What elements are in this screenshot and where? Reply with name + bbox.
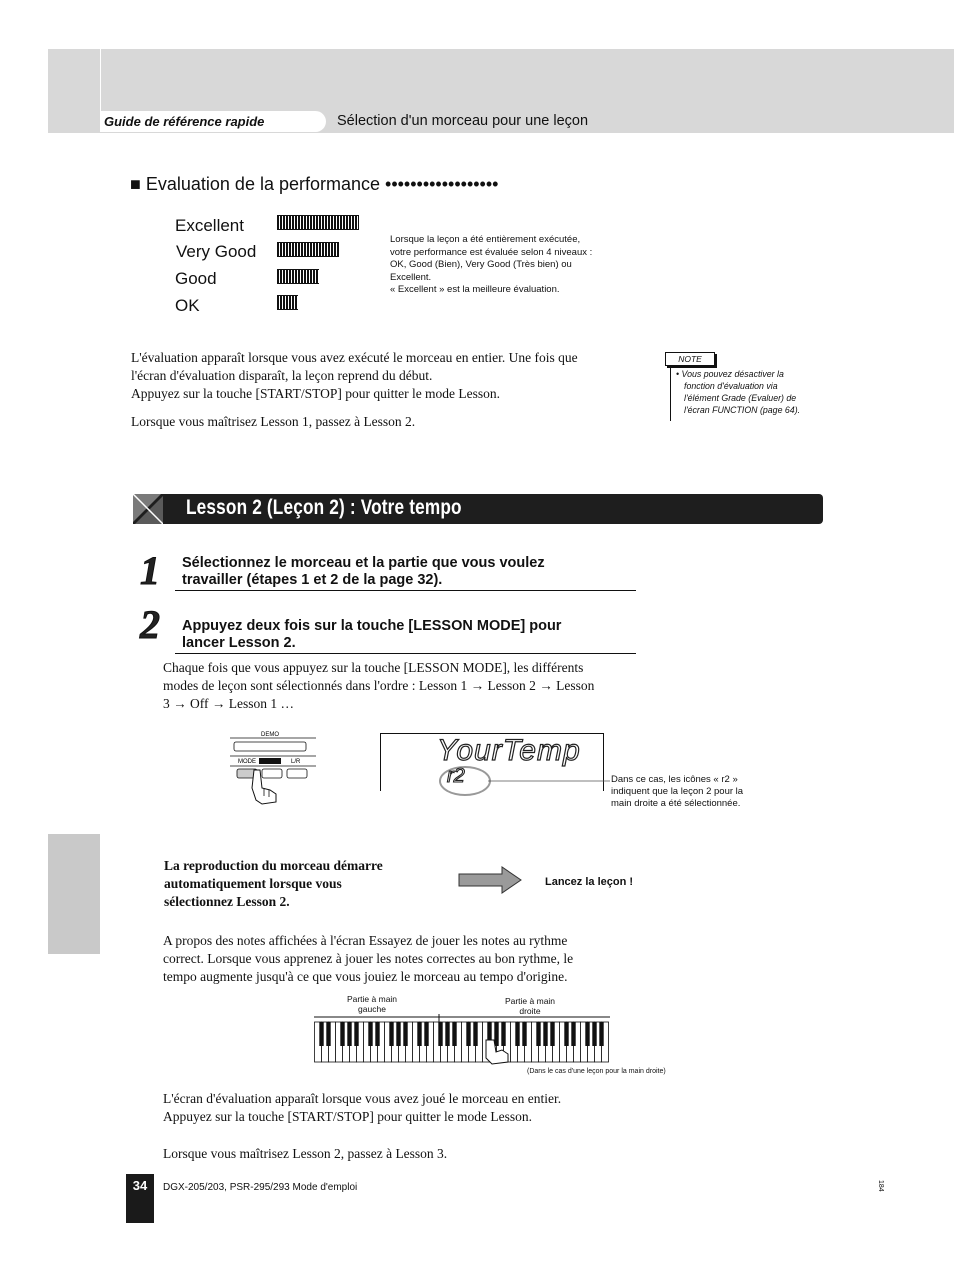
step-text xyxy=(182,555,642,589)
note-badge: NOTE xyxy=(665,352,715,366)
label-line: Partie à main xyxy=(504,996,556,1006)
note-rule xyxy=(670,367,671,421)
body-line: modes de leçon sont sélectionnés dans l'ordre : Lesson 1 → Lesson 2 → Lesson xyxy=(163,678,595,693)
step-line: Appuyez deux fois sur la touche [LESSON MODE] pour xyxy=(182,618,562,634)
note-line: Lorsque la leçon a été entièrement exécutée, xyxy=(390,234,581,245)
body-line: L'évaluation apparaît lorsque vous avez exécuté le morceau en entier. Une fois que xyxy=(131,350,578,365)
step-number: 1 xyxy=(140,548,160,593)
page-number: 34 xyxy=(132,1178,148,1193)
section-title: Lesson 2 (Leçon 2) : Votre tempo xyxy=(186,496,462,519)
keyboard-illustration xyxy=(314,1014,610,1066)
keyboard-left-label xyxy=(340,994,404,1014)
evaluation-next: Lorsque vous maîtrisez Lesson 1, passez à Lesson 2. xyxy=(131,414,416,429)
right-arrow-icon xyxy=(458,866,524,896)
black-key xyxy=(396,1022,400,1046)
lcd-caption xyxy=(611,774,771,810)
black-key xyxy=(375,1022,379,1046)
step-line: Sélectionnez le morceau et la partie que vous voulez xyxy=(182,555,545,571)
body-line: Appuyez sur la touche [START/STOP] pour quitter le mode Lesson. xyxy=(163,1109,533,1124)
body-line: correct. Lorsque vous apprenez à jouer les notes correctes au bon rythme, le xyxy=(163,951,574,966)
black-key xyxy=(599,1022,603,1046)
side-tab xyxy=(48,834,100,954)
black-key xyxy=(473,1022,477,1046)
black-key xyxy=(536,1022,540,1046)
step-rule xyxy=(175,653,636,654)
launch-label: Lancez la leçon ! xyxy=(545,876,634,888)
black-key xyxy=(319,1022,323,1046)
eval-bars-ok xyxy=(277,295,298,310)
note-line: Excellent. xyxy=(390,271,432,283)
black-key xyxy=(550,1022,554,1046)
body-line: L'écran d'évaluation apparaît lorsque vous avez joué le morceau en entier. xyxy=(163,1091,562,1106)
label-line: droite xyxy=(519,1006,541,1016)
black-key xyxy=(452,1022,456,1046)
step2-body xyxy=(163,659,643,713)
auto-start-text xyxy=(164,857,434,911)
body-line: 3 → Off → Lesson 1 … xyxy=(163,696,294,711)
evaluation-heading: ■ Evaluation de la performance •••••••••••••••••• xyxy=(130,174,499,194)
panel-mode-label: MODE xyxy=(238,759,256,765)
black-key xyxy=(424,1022,428,1046)
black-key xyxy=(354,1022,358,1046)
caption-line: main droite a été sélectionnée. xyxy=(611,798,741,809)
body-line: tempo augmente jusqu'à ce que vous jouiez le morceau au tempo d'origine. xyxy=(163,969,568,984)
eval-bars-excellent xyxy=(277,215,359,230)
black-key xyxy=(515,1022,519,1046)
about-text xyxy=(163,932,643,986)
note-line: votre performance est évaluée selon 4 niveaux : xyxy=(390,246,593,258)
label-line: Partie à main xyxy=(346,994,398,1004)
end-text xyxy=(163,1090,643,1126)
eval-level-label: Very Good xyxy=(176,242,257,261)
eval-bars-good xyxy=(277,269,319,284)
caption-line: Dans ce cas, les icônes « r2 » xyxy=(611,774,738,785)
eval-level-label: Good xyxy=(175,269,217,288)
black-key xyxy=(522,1022,526,1046)
panel-illustration xyxy=(226,730,321,806)
black-key xyxy=(347,1022,351,1046)
panel-lr-label: L/R xyxy=(291,759,301,765)
black-key xyxy=(340,1022,344,1046)
panel-demo-label: DEMO xyxy=(261,732,279,738)
black-key xyxy=(585,1022,589,1046)
eval-bars-very-good xyxy=(277,242,339,257)
black-key xyxy=(438,1022,442,1046)
black-key xyxy=(389,1022,393,1046)
header-divider xyxy=(100,49,101,111)
header-topic: Sélection d'un morceau pour une leçon xyxy=(337,113,589,129)
header-tab-label: Guide de référence rapide xyxy=(104,114,265,129)
banner-corner-icon xyxy=(133,494,163,524)
black-key xyxy=(571,1022,575,1046)
black-key xyxy=(494,1022,498,1046)
eval-level-label: OK xyxy=(175,296,200,315)
auto-line: La reproduction du morceau démarre xyxy=(164,858,383,873)
evaluation-side-note xyxy=(390,234,625,297)
note-line: fonction d'évaluation via xyxy=(684,381,778,391)
eval-level-label: Excellent xyxy=(175,216,244,235)
callout-line xyxy=(488,779,610,785)
footer-text: DGX-205/203, PSR-295/293 Mode d'emploi xyxy=(163,1182,358,1193)
keyboard-right-label xyxy=(498,996,562,1016)
step-rule xyxy=(175,590,636,591)
note-line: l'écran FUNCTION (page 64). xyxy=(684,405,801,415)
side-code: 184 xyxy=(877,1180,884,1192)
step-number: 2 xyxy=(140,602,160,647)
black-key xyxy=(543,1022,547,1046)
lcd-sub-text: r2 xyxy=(447,765,465,787)
black-key xyxy=(592,1022,596,1046)
black-key xyxy=(466,1022,470,1046)
black-key xyxy=(326,1022,330,1046)
body-line: l'écran d'évaluation disparaît, la leçon reprend du début. xyxy=(131,368,433,383)
lcd-main-text: YourTemp xyxy=(437,734,581,767)
note-line: • Vous pouvez désactiver la xyxy=(676,369,784,379)
body-line: Chaque fois que vous appuyez sur la touche [LESSON MODE], les différents xyxy=(163,660,584,675)
note-line: « Excellent » est la meilleure évaluation. xyxy=(390,284,560,295)
caption-line: indiquent que la leçon 2 pour la xyxy=(611,786,744,797)
end-next: Lorsque vous maîtrisez Lesson 2, passez à Lesson 3. xyxy=(163,1146,448,1161)
evaluation-body xyxy=(131,349,651,403)
auto-line: sélectionnez Lesson 2. xyxy=(164,894,290,909)
black-key xyxy=(368,1022,372,1046)
black-key xyxy=(403,1022,407,1046)
note-text xyxy=(676,368,826,416)
black-key xyxy=(501,1022,505,1046)
keyboard-footnote: (Dans le cas d'une leçon pour la main droite) xyxy=(527,1068,666,1075)
black-key xyxy=(445,1022,449,1046)
step-line: lancer Lesson 2. xyxy=(182,635,296,651)
auto-line: automatiquement lorsque vous xyxy=(164,876,342,891)
body-line: Appuyez sur la touche [START/STOP] pour quitter le mode Lesson. xyxy=(131,386,501,401)
label-line: gauche xyxy=(358,1004,386,1014)
note-line: OK, Good (Bien), Very Good (Très bien) ou xyxy=(390,259,572,270)
black-key xyxy=(564,1022,568,1046)
note-line: l'élément Grade (Evaluer) de xyxy=(684,393,797,403)
body-line: A propos des notes affichées à l'écran Essayez de jouer les notes au rythme xyxy=(163,933,568,948)
step-line: travailler (étapes 1 et 2 de la page 32). xyxy=(182,572,443,588)
step-text xyxy=(182,618,642,652)
black-key xyxy=(417,1022,421,1046)
